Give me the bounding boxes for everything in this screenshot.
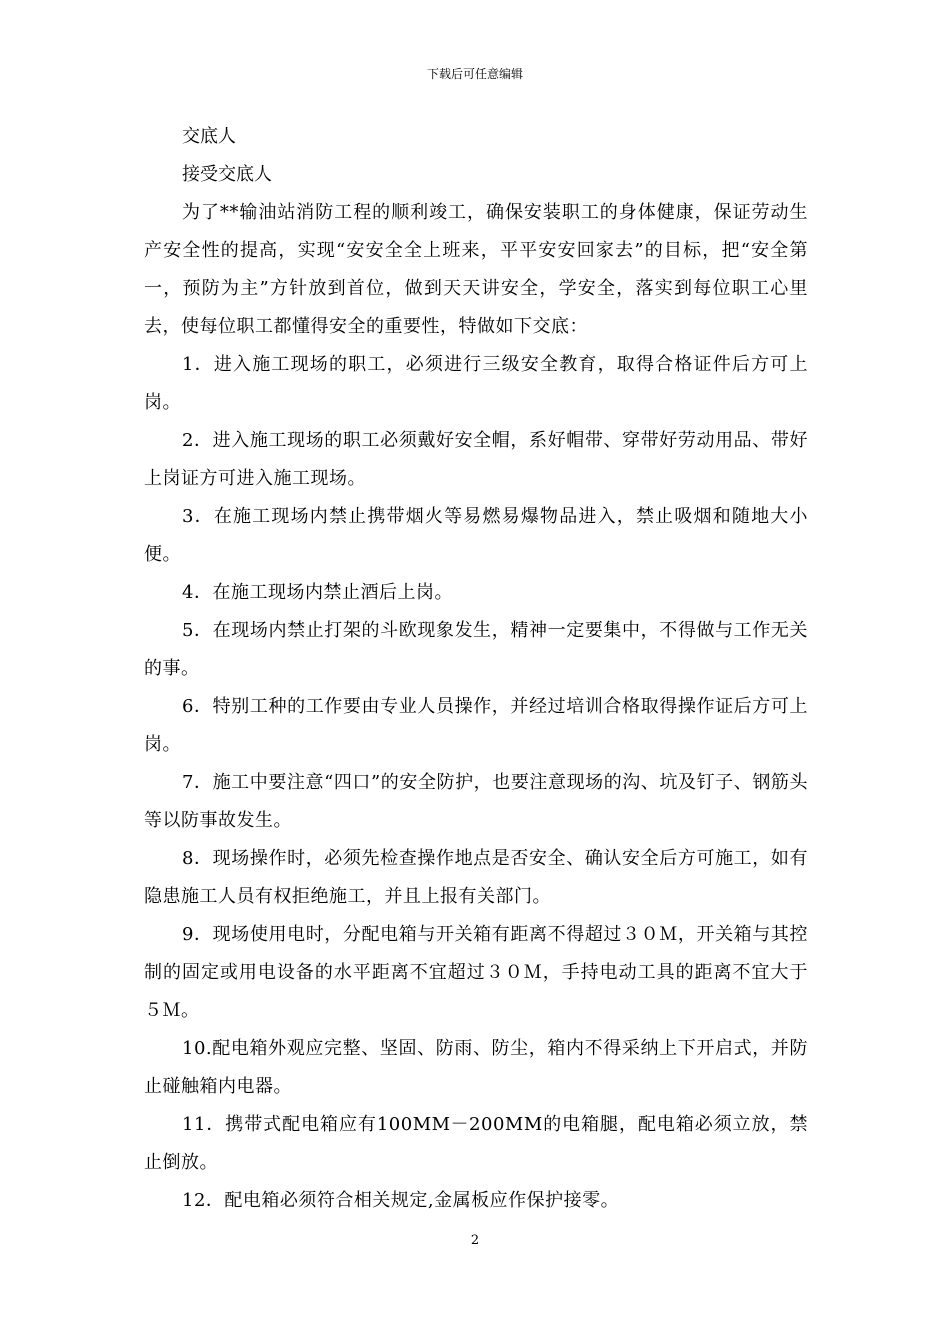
list-item: 10.配电箱外观应完整、坚固、防雨、防尘，箱内不得采纳上下开启式，并防止碰触箱内电器。 — [144, 1038, 808, 1097]
list-item: 2．进入施工现场的职工必须戴好安全帽，系好帽带、穿带好劳动用品、带好上岗证方可进入施工现场。 — [144, 430, 808, 489]
document-body — [144, 118, 808, 1220]
list-item: 6．特别工种的工作要由专业人员操作，并经过培训合格取得操作证后方可上岗。 — [144, 696, 808, 755]
list-item: 5．在现场内禁止打架的斗欧现象发生，精神一定要集中，不得做与工作无关的事。 — [144, 620, 808, 679]
list-item: 9．现场使用电时，分配电箱与开关箱有距离不得超过３０Ｍ，开关箱与其控制的固定或用电设备的水平距离不宜超过３０Ｍ，手持电动工具的距离不宜大于５Ｍ。 — [144, 924, 808, 1021]
page-header: 下载后可任意编辑 — [426, 67, 523, 81]
presenter-label: 交底人 — [182, 126, 236, 147]
list-item: 11．携带式配电箱应有100MM－200MM的电箱腿，配电箱必须立放，禁止倒放。 — [144, 1114, 808, 1173]
intro-paragraph: 为了**输油站消防工程的顺利竣工，确保安装职工的身体健康，保证劳动生产安全性的提高，实现“安安全全上班来，平平安安回家去”的目标，把“安全第一，预防为主”方针放到首位，做到天天讲安全，学安全，落实到每位职工心里去，使每位职工都懂得安全的重要性，特做如下交底： — [144, 202, 808, 337]
list-item: 8．现场操作时，必须先检查操作地点是否安全、确认安全后方可施工，如有隐患施工人员有权拒绝施工，并且上报有关部门。 — [144, 848, 808, 907]
page-number: 2 — [470, 1233, 480, 1248]
list-item: 12．配电箱必须符合相关规定,金属板应作保护接零。 — [182, 1190, 620, 1211]
list-item: 7．施工中要注意“四口”的安全防护，也要注意现场的沟、坑及钉子、钢筋头等以防事故发生。 — [144, 772, 808, 831]
list-item: 1．进入施工现场的职工，必须进行三级安全教育，取得合格证件后方可上岗。 — [144, 354, 808, 413]
receiver-label: 接受交底人 — [182, 164, 272, 185]
list-item: 3．在施工现场内禁止携带烟火等易燃易爆物品进入，禁止吸烟和随地大小便。 — [144, 506, 808, 565]
list-item: 4．在施工现场内禁止酒后上岗。 — [182, 582, 453, 603]
